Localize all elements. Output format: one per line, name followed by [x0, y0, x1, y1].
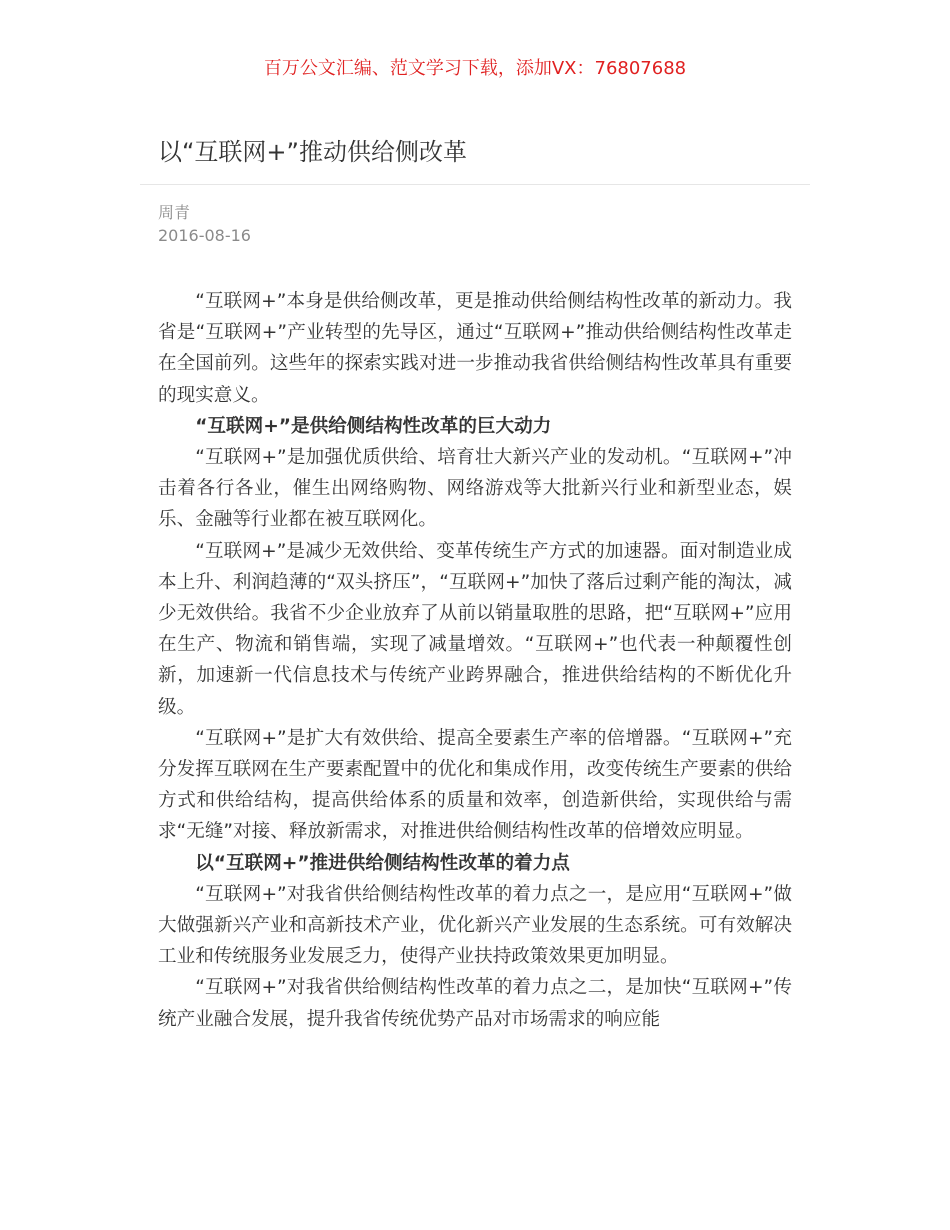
paragraph: “互联网+”对我省供给侧结构性改革的着力点之一，是应用“互联网+”做大做强新兴产业和高新技术产业，优化新兴产业发展的生态系统。可有效解决工业和传统服务业发展乏力，使得产业扶持政策效果更加明显。: [158, 883, 792, 968]
paragraph: “互联网+”是扩大有效供给、提高全要素生产率的倍增器。“互联网+”充分发挥互联网在生产要素配置中的优化和集成作用，改变传统生产要素的供给方式和供给结构，提高供给体系的质量和效率，创造新供给，实现供给与需求“无缝”对接、释放新需求，对推进供给侧结构性改革的倍增效应明显。: [158, 727, 792, 843]
article-meta: [158, 201, 810, 247]
article: [140, 132, 810, 1035]
author-name: 周青: [158, 203, 191, 222]
article-body: [158, 286, 792, 1035]
paragraph: “互联网+”对我省供给侧结构性改革的着力点之二，是加快“互联网+”传统产业融合发展，提升我省传统优势产品对市场需求的响应能: [158, 977, 792, 1030]
publish-date: 2016-08-16: [158, 226, 251, 245]
article-title: 以“互联网+”推动供给侧改革: [158, 138, 467, 166]
paragraph: “互联网+”是减少无效供给、变革传统生产方式的加速器。面对制造业成本上升、利润趋薄的“双头挤压”，“互联网+”加快了落后过剩产能的淘汰，减少无效供给。我省不少企业放弃了从前以销量取胜的思路，把“互联网+”应用在生产、物流和销售端，实现了减量增效。“互联网+”也代表一种颠覆性创新，加速新一代信息技术与传统产业跨界融合，推进供给结构的不断优化升级。: [158, 540, 792, 718]
promo-banner: 百万公文汇编、范文学习下载，添加VX：76807688: [263, 58, 687, 79]
paragraph: “互联网+”是加强优质供给、培育壮大新兴产业的发动机。“互联网+”冲击着各行各业，催生出网络购物、网络游戏等大批新兴行业和新型业态，娱乐、金融等行业都在被互联网化。: [158, 447, 792, 531]
section-heading: “互联网+”是供给侧结构性改革的巨大动力: [195, 415, 552, 437]
paragraph: “互联网+”本身是供给侧改革，更是推动供给侧结构性改革的新动力。我省是“互联网+”产业转型的先导区，通过“互联网+”推动供给侧结构性改革走在全国前列。这些年的探索实践对进一步推动我省供给侧结构性改革具有重要的现实意义。: [158, 291, 792, 406]
title-divider: [140, 184, 810, 185]
section-heading: 以“互联网+”推进供给侧结构性改革的着力点: [195, 852, 570, 874]
